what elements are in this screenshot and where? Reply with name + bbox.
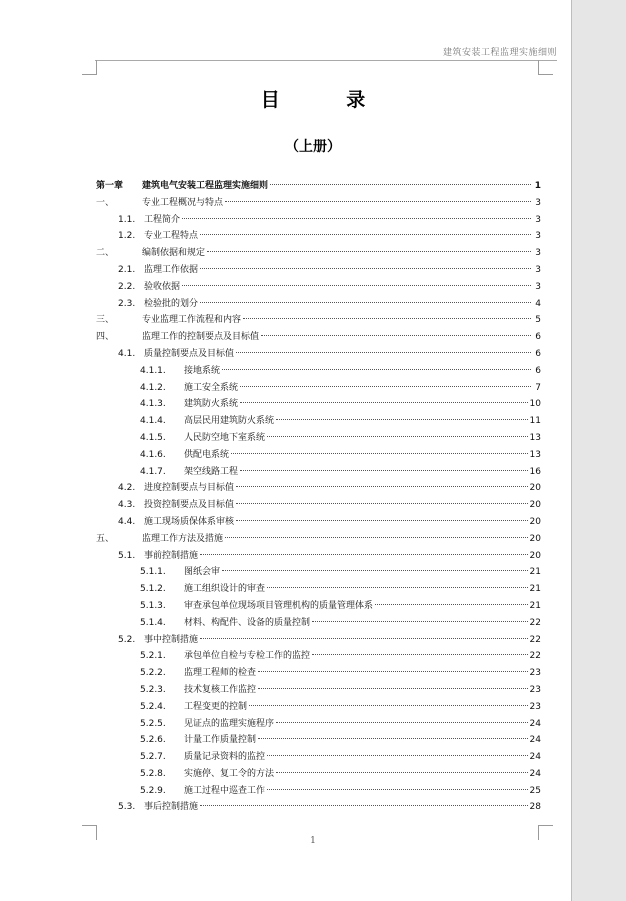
toc-entry-number: 5.2.4.: [140, 701, 166, 712]
toc-entry-number: 一、: [96, 197, 115, 208]
toc-dot-leader: [200, 554, 528, 555]
toc-dot-leader: [225, 537, 528, 538]
toc-entry-title: 计量工作质量控制: [184, 735, 257, 746]
toc-entry-title: 事后控制措施: [144, 802, 199, 813]
toc-entry-number: 4.1.3.: [140, 399, 166, 410]
toc-entry[interactable]: [96, 329, 541, 346]
toc-dot-leader: [312, 621, 528, 622]
header-rule: [95, 60, 557, 61]
toc-dot-leader: [182, 285, 531, 286]
toc-entry-page: 7: [535, 382, 541, 393]
toc-entry[interactable]: [96, 447, 541, 464]
toc-dot-leader: [236, 352, 531, 353]
toc-entry-page: 1: [534, 181, 541, 191]
toc-entry-title: 建筑电气安装工程监理实施细则: [142, 181, 269, 191]
toc-entry-title: 架空线路工程: [184, 466, 239, 477]
toc-entry-page: 3: [535, 264, 541, 275]
toc-entry[interactable]: [96, 296, 541, 313]
toc-entry[interactable]: [96, 648, 541, 665]
toc-entry[interactable]: [96, 413, 541, 430]
toc-entry[interactable]: [96, 430, 541, 447]
toc-entry[interactable]: [96, 245, 541, 262]
toc-dot-leader: [258, 738, 528, 739]
toc-dot-leader: [375, 604, 528, 605]
page-title: 目 录: [260, 89, 396, 111]
toc-entry-number: 2.3.: [118, 298, 136, 309]
toc-entry[interactable]: [96, 783, 541, 800]
toc-entry[interactable]: [96, 732, 541, 749]
toc-entry[interactable]: [96, 464, 541, 481]
toc-dot-leader: [243, 318, 531, 319]
toc-entry-title: 专业监理工作流程和内容: [142, 315, 242, 326]
toc-entry-number: 4.1.1.: [140, 365, 166, 376]
toc-entry[interactable]: [96, 262, 541, 279]
toc-entry-title: 质量记录资料的监控: [184, 752, 266, 763]
toc-dot-leader: [267, 755, 528, 756]
toc-dot-leader: [225, 201, 531, 202]
toc-entry[interactable]: [96, 497, 541, 514]
toc-dot-leader: [258, 671, 528, 672]
toc-entry-page: 10: [529, 399, 541, 410]
toc-entry-number: 2.1.: [118, 264, 136, 275]
toc-dot-leader: [312, 654, 528, 655]
toc-dot-leader: [258, 688, 528, 689]
toc-entry-page: 16: [529, 466, 541, 477]
toc-entry-page: 24: [529, 718, 541, 729]
toc-entry-number: 四、: [96, 332, 115, 343]
toc-entry-page: 3: [535, 248, 541, 259]
toc-entry-page: 3: [535, 197, 541, 208]
toc-entry-page: 6: [535, 332, 541, 343]
table-of-contents: [96, 178, 541, 816]
toc-dot-leader: [276, 722, 528, 723]
toc-entry[interactable]: [96, 531, 541, 548]
toc-entry-title: 进度控制要点与目标值: [144, 483, 235, 494]
toc-entry-page: 24: [529, 752, 541, 763]
toc-entry-title: 图纸会审: [184, 567, 221, 578]
toc-dot-leader: [261, 335, 531, 336]
toc-entry-title: 投资控制要点及目标值: [144, 500, 235, 511]
toc-entry-page: 25: [529, 785, 541, 796]
toc-entry-number: 5.3.: [118, 802, 136, 813]
toc-entry[interactable]: [96, 212, 541, 229]
toc-entry-page: 21: [529, 567, 541, 578]
toc-entry-number: 5.2.8.: [140, 768, 166, 779]
toc-entry[interactable]: [96, 665, 541, 682]
toc-dot-leader: [200, 234, 531, 235]
toc-entry-title: 人民防空地下室系统: [184, 432, 266, 443]
toc-dot-leader: [222, 570, 528, 571]
toc-entry-number: 5.1.: [118, 550, 136, 561]
toc-entry[interactable]: [96, 228, 541, 245]
toc-entry-number: 5.1.1.: [140, 567, 166, 578]
toc-entry-page: 20: [529, 516, 541, 527]
toc-entry-page: 23: [529, 684, 541, 695]
toc-entry-page: 20: [529, 533, 541, 544]
toc-dot-leader: [236, 503, 528, 504]
toc-entry-page: 24: [529, 768, 541, 779]
toc-entry-number: 4.1.6.: [140, 449, 166, 460]
toc-entry-page: 11: [529, 416, 541, 427]
toc-entry-title: 材料、构配件、设备的质量控制: [184, 617, 311, 628]
toc-entry-number: 4.3.: [118, 500, 136, 511]
toc-entry-number: 4.4.: [118, 516, 136, 527]
toc-entry-page: 22: [529, 634, 541, 645]
toc-dot-leader: [267, 436, 528, 437]
toc-dot-leader: [200, 805, 528, 806]
toc-entry-number: 1.2.: [118, 231, 136, 242]
toc-entry[interactable]: [96, 178, 541, 195]
toc-dot-leader: [267, 587, 528, 588]
toc-entry[interactable]: [96, 396, 541, 413]
toc-entry-number: 三、: [96, 315, 115, 326]
toc-entry-title: 供配电系统: [184, 449, 230, 460]
toc-entry[interactable]: [96, 548, 541, 565]
toc-entry[interactable]: [96, 514, 541, 531]
toc-entry-number: 5.2.9.: [140, 785, 166, 796]
toc-entry-page: 13: [529, 449, 541, 460]
crop-mark-top-left: [82, 60, 97, 75]
toc-entry-page: 20: [529, 550, 541, 561]
toc-entry-number: 4.1.7.: [140, 466, 166, 477]
toc-entry[interactable]: [96, 766, 541, 783]
toc-entry-page: 21: [529, 584, 541, 595]
toc-entry-page: 4: [535, 298, 541, 309]
toc-entry[interactable]: [96, 699, 541, 716]
toc-entry-title: 专业工程概况与特点: [142, 197, 224, 208]
toc-entry[interactable]: [96, 480, 541, 497]
toc-entry-page: 21: [529, 600, 541, 611]
toc-entry-page: 28: [529, 802, 541, 813]
toc-entry-page: 3: [535, 214, 541, 225]
toc-entry-page: 20: [529, 483, 541, 494]
toc-entry-title: 施工安全系统: [184, 382, 239, 393]
toc-entry[interactable]: [96, 716, 541, 733]
toc-entry-page: 22: [529, 651, 541, 662]
toc-dot-leader: [270, 184, 531, 185]
toc-entry-title: 专业工程特点: [144, 231, 199, 242]
toc-entry[interactable]: [96, 363, 541, 380]
toc-dot-leader: [207, 251, 531, 252]
toc-dot-leader: [200, 268, 531, 269]
toc-entry[interactable]: [96, 682, 541, 699]
toc-entry-number: 4.2.: [118, 483, 136, 494]
toc-entry-number: 4.1.4.: [140, 416, 166, 427]
toc-entry-number: 2.2.: [118, 281, 136, 292]
toc-entry-number: 5.1.4.: [140, 617, 166, 628]
toc-entry-number: 4.1.5.: [140, 432, 166, 443]
toc-dot-leader: [200, 302, 531, 303]
toc-entry[interactable]: [96, 615, 541, 632]
toc-dot-leader: [249, 705, 528, 706]
page-subtitle: （上册）: [285, 139, 341, 155]
toc-entry-number: 4.1.2.: [140, 382, 166, 393]
toc-entry[interactable]: [96, 380, 541, 397]
toc-entry-number: 5.2.6.: [140, 735, 166, 746]
toc-entry-title: 技术复核工作监控: [184, 684, 257, 695]
toc-dot-leader: [236, 486, 528, 487]
toc-entry-title: 施工组织设计的审查: [184, 584, 266, 595]
toc-entry-number: 5.2.7.: [140, 752, 166, 763]
toc-entry-number: 1.1.: [118, 214, 136, 225]
toc-dot-leader: [222, 369, 531, 370]
toc-dot-leader: [276, 419, 528, 420]
toc-dot-leader: [231, 453, 528, 454]
toc-entry[interactable]: [96, 598, 541, 615]
toc-entry-page: 6: [535, 348, 541, 359]
crop-mark-top-right: [538, 60, 553, 75]
toc-entry-title: 工程简介: [144, 214, 181, 225]
toc-entry[interactable]: [96, 564, 541, 581]
toc-entry-title: 审查承包单位现场项目管理机构的质量管理体系: [184, 600, 374, 611]
toc-entry-number: 二、: [96, 248, 115, 259]
toc-entry-number: 4.1.: [118, 348, 136, 359]
toc-entry-title: 建筑防火系统: [184, 399, 239, 410]
toc-entry-title: 监理工程师的检查: [184, 668, 257, 679]
toc-entry-title: 质量控制要点及目标值: [144, 348, 235, 359]
toc-entry[interactable]: [96, 346, 541, 363]
toc-dot-leader: [267, 789, 528, 790]
toc-dot-leader: [200, 638, 528, 639]
toc-dot-leader: [240, 386, 531, 387]
toc-entry[interactable]: [96, 581, 541, 598]
toc-dot-leader: [240, 402, 528, 403]
toc-entry-title: 监理工作的控制要点及目标值: [142, 332, 260, 343]
toc-entry-title: 施工现场质保体系审核: [144, 516, 235, 527]
toc-entry-number: 5.1.2.: [140, 584, 166, 595]
page-number: 1: [310, 836, 316, 846]
toc-entry[interactable]: [96, 799, 541, 816]
toc-entry-page: 3: [535, 231, 541, 242]
toc-entry-page: 20: [529, 500, 541, 511]
toc-dot-leader: [240, 470, 528, 471]
toc-entry-title: 高层民用建筑防火系统: [184, 416, 275, 427]
toc-entry-number: 5.2.1.: [140, 651, 166, 662]
toc-dot-leader: [276, 772, 528, 773]
toc-entry-number: 5.2.3.: [140, 684, 166, 695]
toc-entry-title: 事中控制措施: [144, 634, 199, 645]
toc-dot-leader: [236, 520, 528, 521]
toc-dot-leader: [182, 218, 531, 219]
toc-entry-number: 5.2.: [118, 634, 136, 645]
toc-entry-page: 5: [535, 315, 541, 326]
running-header: 建筑安装工程监理实施细则: [442, 48, 557, 58]
toc-entry-title: 接地系统: [184, 365, 221, 376]
toc-entry-title: 承包单位自检与专检工作的监控: [184, 651, 311, 662]
toc-entry-number: 五、: [96, 533, 115, 544]
toc-entry-title: 监理工作方法及措施: [142, 533, 224, 544]
toc-entry-number: 5.2.5.: [140, 718, 166, 729]
toc-entry[interactable]: [96, 312, 541, 329]
toc-entry-title: 检验批的划分: [144, 298, 199, 309]
toc-entry-number: 5.1.3.: [140, 600, 166, 611]
toc-entry[interactable]: [96, 279, 541, 296]
toc-entry-page: 6: [535, 365, 541, 376]
toc-entry-page: 23: [529, 668, 541, 679]
toc-entry-title: 施工过程中巡查工作: [184, 785, 266, 796]
toc-entry-title: 实施停、复工令的方法: [184, 768, 275, 779]
toc-entry-page: 23: [529, 701, 541, 712]
toc-entry[interactable]: [96, 749, 541, 766]
toc-entry-page: 22: [529, 617, 541, 628]
toc-entry-title: 监理工作依据: [144, 264, 199, 275]
toc-entry-page: 13: [529, 432, 541, 443]
toc-entry-title: 见证点的监理实施程序: [184, 718, 275, 729]
toc-entry-title: 事前控制措施: [144, 550, 199, 561]
toc-entry[interactable]: [96, 195, 541, 212]
toc-entry-title: 工程变更的控制: [184, 701, 248, 712]
toc-entry-number: 5.2.2.: [140, 668, 166, 679]
toc-entry-page: 3: [535, 281, 541, 292]
toc-entry-title: 编制依据和规定: [142, 248, 206, 259]
toc-entry[interactable]: [96, 632, 541, 649]
toc-entry-number: 第一章: [96, 181, 124, 191]
toc-entry-title: 验收依据: [144, 281, 181, 292]
toc-entry-page: 24: [529, 735, 541, 746]
